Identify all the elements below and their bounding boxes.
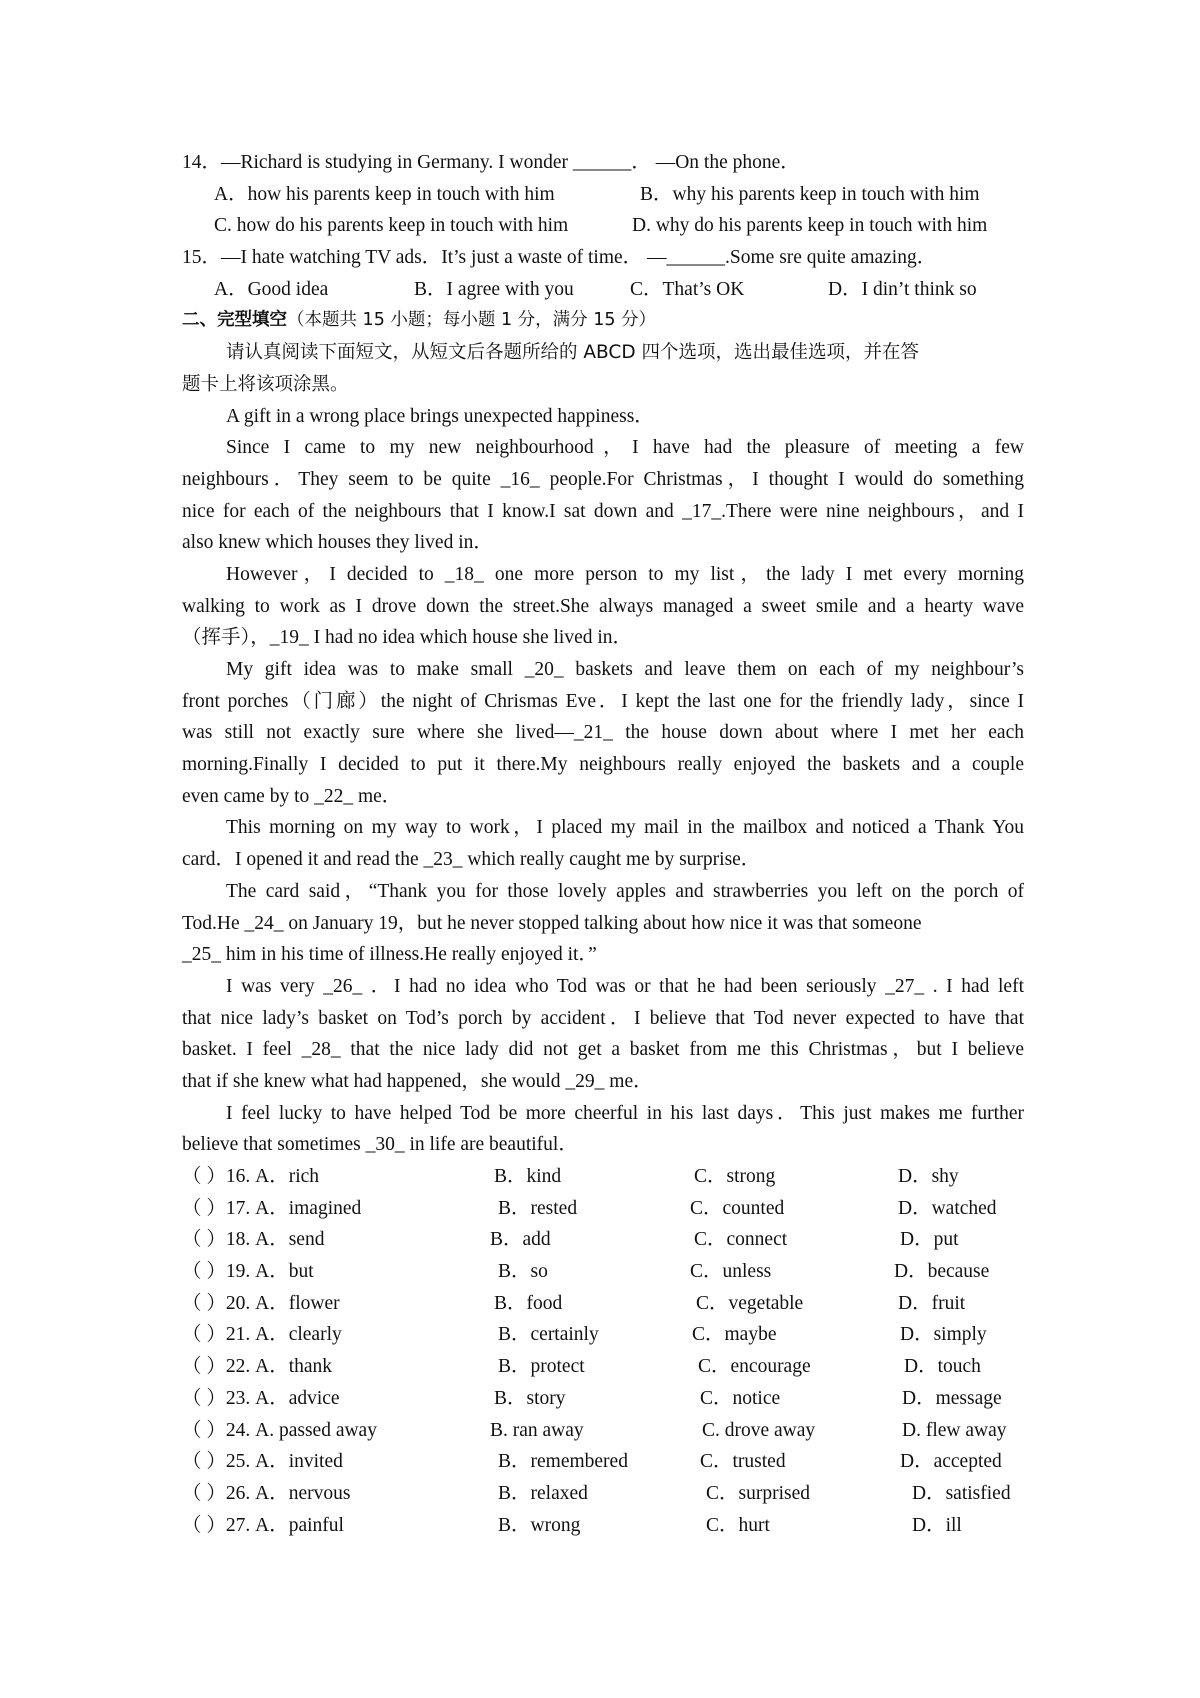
option-d: D．touch — [904, 1356, 981, 1378]
question-15-options — [182, 274, 1024, 306]
question-number-and-option-a: （ ）24. A. passed away — [182, 1419, 377, 1441]
option-c: C．surprised — [706, 1482, 810, 1504]
option-d: D．fruit — [898, 1292, 966, 1314]
option-b: B．certainly — [498, 1324, 599, 1346]
option-c: C．trusted — [700, 1451, 786, 1473]
option-b: B．story — [494, 1387, 566, 1409]
option-d: D．put — [900, 1229, 959, 1251]
cloze-question-row — [182, 1319, 1024, 1351]
option-c: C．counted — [690, 1197, 785, 1219]
option-c: C．connect — [694, 1229, 788, 1251]
option-c: C．unless — [690, 1261, 772, 1283]
question-number-and-option-a: （ ）18. A．send — [182, 1229, 325, 1251]
section-instruction-line1: 请认真阅读下面短文，从短文后各题所给的 ABCD 四个选项，选出最佳选项，并在答 — [226, 342, 919, 364]
passage-line: even came by to _22_ me． — [182, 785, 402, 807]
cloze-question-row — [182, 1224, 1024, 1256]
passage-line: that nice lady’s basket on Tod’s porch by accident．I believe that Tod never expected to have that — [182, 1007, 1024, 1029]
passage-line: card．I opened it and read the _23_ which really caught me by surprise． — [182, 849, 761, 871]
passage-line: believe that sometimes _30_ in life are beautiful． — [182, 1134, 578, 1156]
cloze-question-row — [182, 1510, 1024, 1542]
section-heading — [182, 305, 1024, 337]
question-number-and-option-a: （ ）23. A．advice — [182, 1387, 340, 1409]
passage-line: I was very _26_ ．I had no idea who Tod was or that he had been seriously _27_ . I had left — [226, 975, 1024, 997]
option-d: D．shy — [898, 1166, 959, 1187]
section-instruction-line2: 题卡上将该项涂黑。 — [182, 373, 349, 395]
option-c: C．hurt — [706, 1514, 770, 1536]
option-b: B．add — [490, 1229, 551, 1251]
question-14-stem: 14．—Richard is studying in Germany. I wonder ______． —On the phone． — [182, 152, 800, 173]
option-b: B．remembered — [498, 1451, 628, 1473]
passage-line: was still not exactly sure where she lived—_21_ the house down about where I met her each — [182, 722, 1024, 744]
question-number-and-option-a: （ ）19. A．but — [182, 1261, 314, 1283]
cloze-question-row — [182, 1161, 1024, 1193]
option-c: C．maybe — [692, 1324, 777, 1346]
option-d: D．satisfied — [912, 1482, 1011, 1504]
option-b: B．protect — [498, 1356, 585, 1378]
option-b: B．relaxed — [498, 1482, 588, 1504]
question-15-stem: 15．—I hate watching TV ads．It’s just a waste of time． —______.Some sre quite amazing． — [182, 247, 937, 269]
question-14-option-c: C. how do his parents keep in touch with him — [214, 215, 569, 237]
option-d: D．simply — [900, 1324, 987, 1346]
option-b: B．wrong — [498, 1514, 581, 1536]
option-d: D. flew away — [902, 1419, 1007, 1441]
question-15-option-b: B．I agree with you — [414, 278, 574, 300]
cloze-question-row — [182, 1415, 1024, 1447]
question-number-and-option-a: （ ）27. A．painful — [182, 1514, 344, 1536]
option-c: C．strong — [694, 1166, 776, 1187]
option-d: D．because — [894, 1261, 990, 1283]
cloze-question-row — [182, 1446, 1024, 1478]
cloze-question-row — [182, 1383, 1024, 1415]
passage-line: nice for each of the neighbours that I know.I sat down and _17_.There were nine neighbours，and I — [182, 500, 1024, 522]
cloze-options-list — [182, 1161, 1024, 1541]
section-title: 二、完型填空 — [182, 310, 287, 331]
question-number-and-option-a: （ ）26. A．nervous — [182, 1482, 351, 1504]
passage-line: However，I decided to _18_ one more person to my list，the lady I met every morning — [226, 563, 1024, 585]
option-c: C. drove away — [702, 1419, 816, 1441]
cloze-question-row — [182, 1256, 1024, 1288]
question-number-and-option-a: （ ）16. A．rich — [182, 1166, 320, 1187]
passage-line: walking to work as I drove down the street.She always managed a sweet smile and a hearty wave — [182, 595, 1024, 617]
option-c: C．vegetable — [696, 1292, 804, 1314]
question-number-and-option-a: （ ）22. A．thank — [182, 1356, 333, 1378]
question-14-option-b: B．why his parents keep in touch with him — [640, 183, 980, 205]
question-14-option-d: D. why do his parents keep in touch with him — [632, 215, 988, 237]
option-b: B. ran away — [490, 1419, 584, 1441]
question-number-and-option-a: （ ）20. A．flower — [182, 1292, 340, 1314]
option-d: D．accepted — [900, 1451, 1002, 1473]
passage-line: front porches（门廊）the night of Chrismas Eve．I kept the last one for the friendly lady，since I — [182, 690, 1024, 712]
passage-line: neighbours．They seem to be quite _16_ people.For Christmas，I thought I would do something — [182, 468, 1024, 490]
passage-line: _25_ him in his time of illness.He really enjoyed it．” — [182, 944, 597, 966]
question-15-option-d: D．I din’t think so — [828, 278, 977, 300]
option-c: C．notice — [700, 1387, 781, 1409]
passage-line: My gift idea was to make small _20_ baskets and leave them on each of my neighbour’s — [226, 659, 1024, 680]
page-content — [182, 147, 1024, 1541]
question-number-and-option-a: （ ）17. A．imagined — [182, 1197, 362, 1219]
passage-title: A gift in a wrong place brings unexpected happiness． — [226, 405, 654, 427]
passage-line: Since I came to my new neighbourhood，I have had the pleasure of meeting a few — [226, 437, 1024, 459]
option-b: B．rested — [498, 1197, 578, 1219]
option-d: D．ill — [912, 1514, 962, 1536]
passage-line: This morning on my way to work，I placed my mail in the mailbox and noticed a Thank You — [226, 817, 1024, 839]
option-c: C．encourage — [698, 1356, 811, 1378]
question-14-options-row2 — [182, 210, 1024, 242]
question-number-and-option-a: （ ）21. A．clearly — [182, 1324, 342, 1346]
passage-line: Tod.He _24_ on January 19，but he never stopped talking about how nice it was that someone — [182, 912, 922, 934]
question-14-option-a: A．how his parents keep in touch with him — [214, 183, 555, 205]
cloze-question-row — [182, 1478, 1024, 1510]
question-15-option-a: A．Good idea — [214, 278, 329, 300]
passage-line: （挥手），_19_ I had no idea which house she lived in． — [182, 627, 633, 649]
option-d: D．watched — [898, 1197, 997, 1219]
option-d: D．message — [902, 1387, 1002, 1409]
passage-line: that if she knew what had happened，she would _29_ me． — [182, 1070, 653, 1092]
passage-line: also knew which houses they lived in． — [182, 532, 493, 554]
question-number-and-option-a: （ ）25. A．invited — [182, 1451, 343, 1473]
passage-line: I feel lucky to have helped Tod be more cheerful in his last days．This just makes me further — [226, 1102, 1024, 1124]
question-14-options-row1 — [182, 179, 1024, 211]
cloze-question-row — [182, 1351, 1024, 1383]
passage-line: basket. I feel _28_ that the nice lady did not get a basket from me this Christmas，but I believe — [182, 1039, 1024, 1061]
option-b: B．so — [498, 1261, 548, 1283]
passage-line: The card said，“Thank you for those lovely apples and strawberries you left on the porch of — [226, 880, 1024, 902]
option-b: B．kind — [494, 1166, 562, 1187]
passage-line: morning.Finally I decided to put it there.My neighbours really enjoyed the baskets and a couple — [182, 754, 1024, 776]
option-b: B．food — [494, 1292, 563, 1314]
cloze-question-row — [182, 1288, 1024, 1320]
question-15-option-c: C．That’s OK — [630, 278, 745, 300]
cloze-question-row — [182, 1193, 1024, 1225]
section-note: （本题共 15 小题；每小题 1 分，满分 15 分） — [287, 310, 657, 331]
